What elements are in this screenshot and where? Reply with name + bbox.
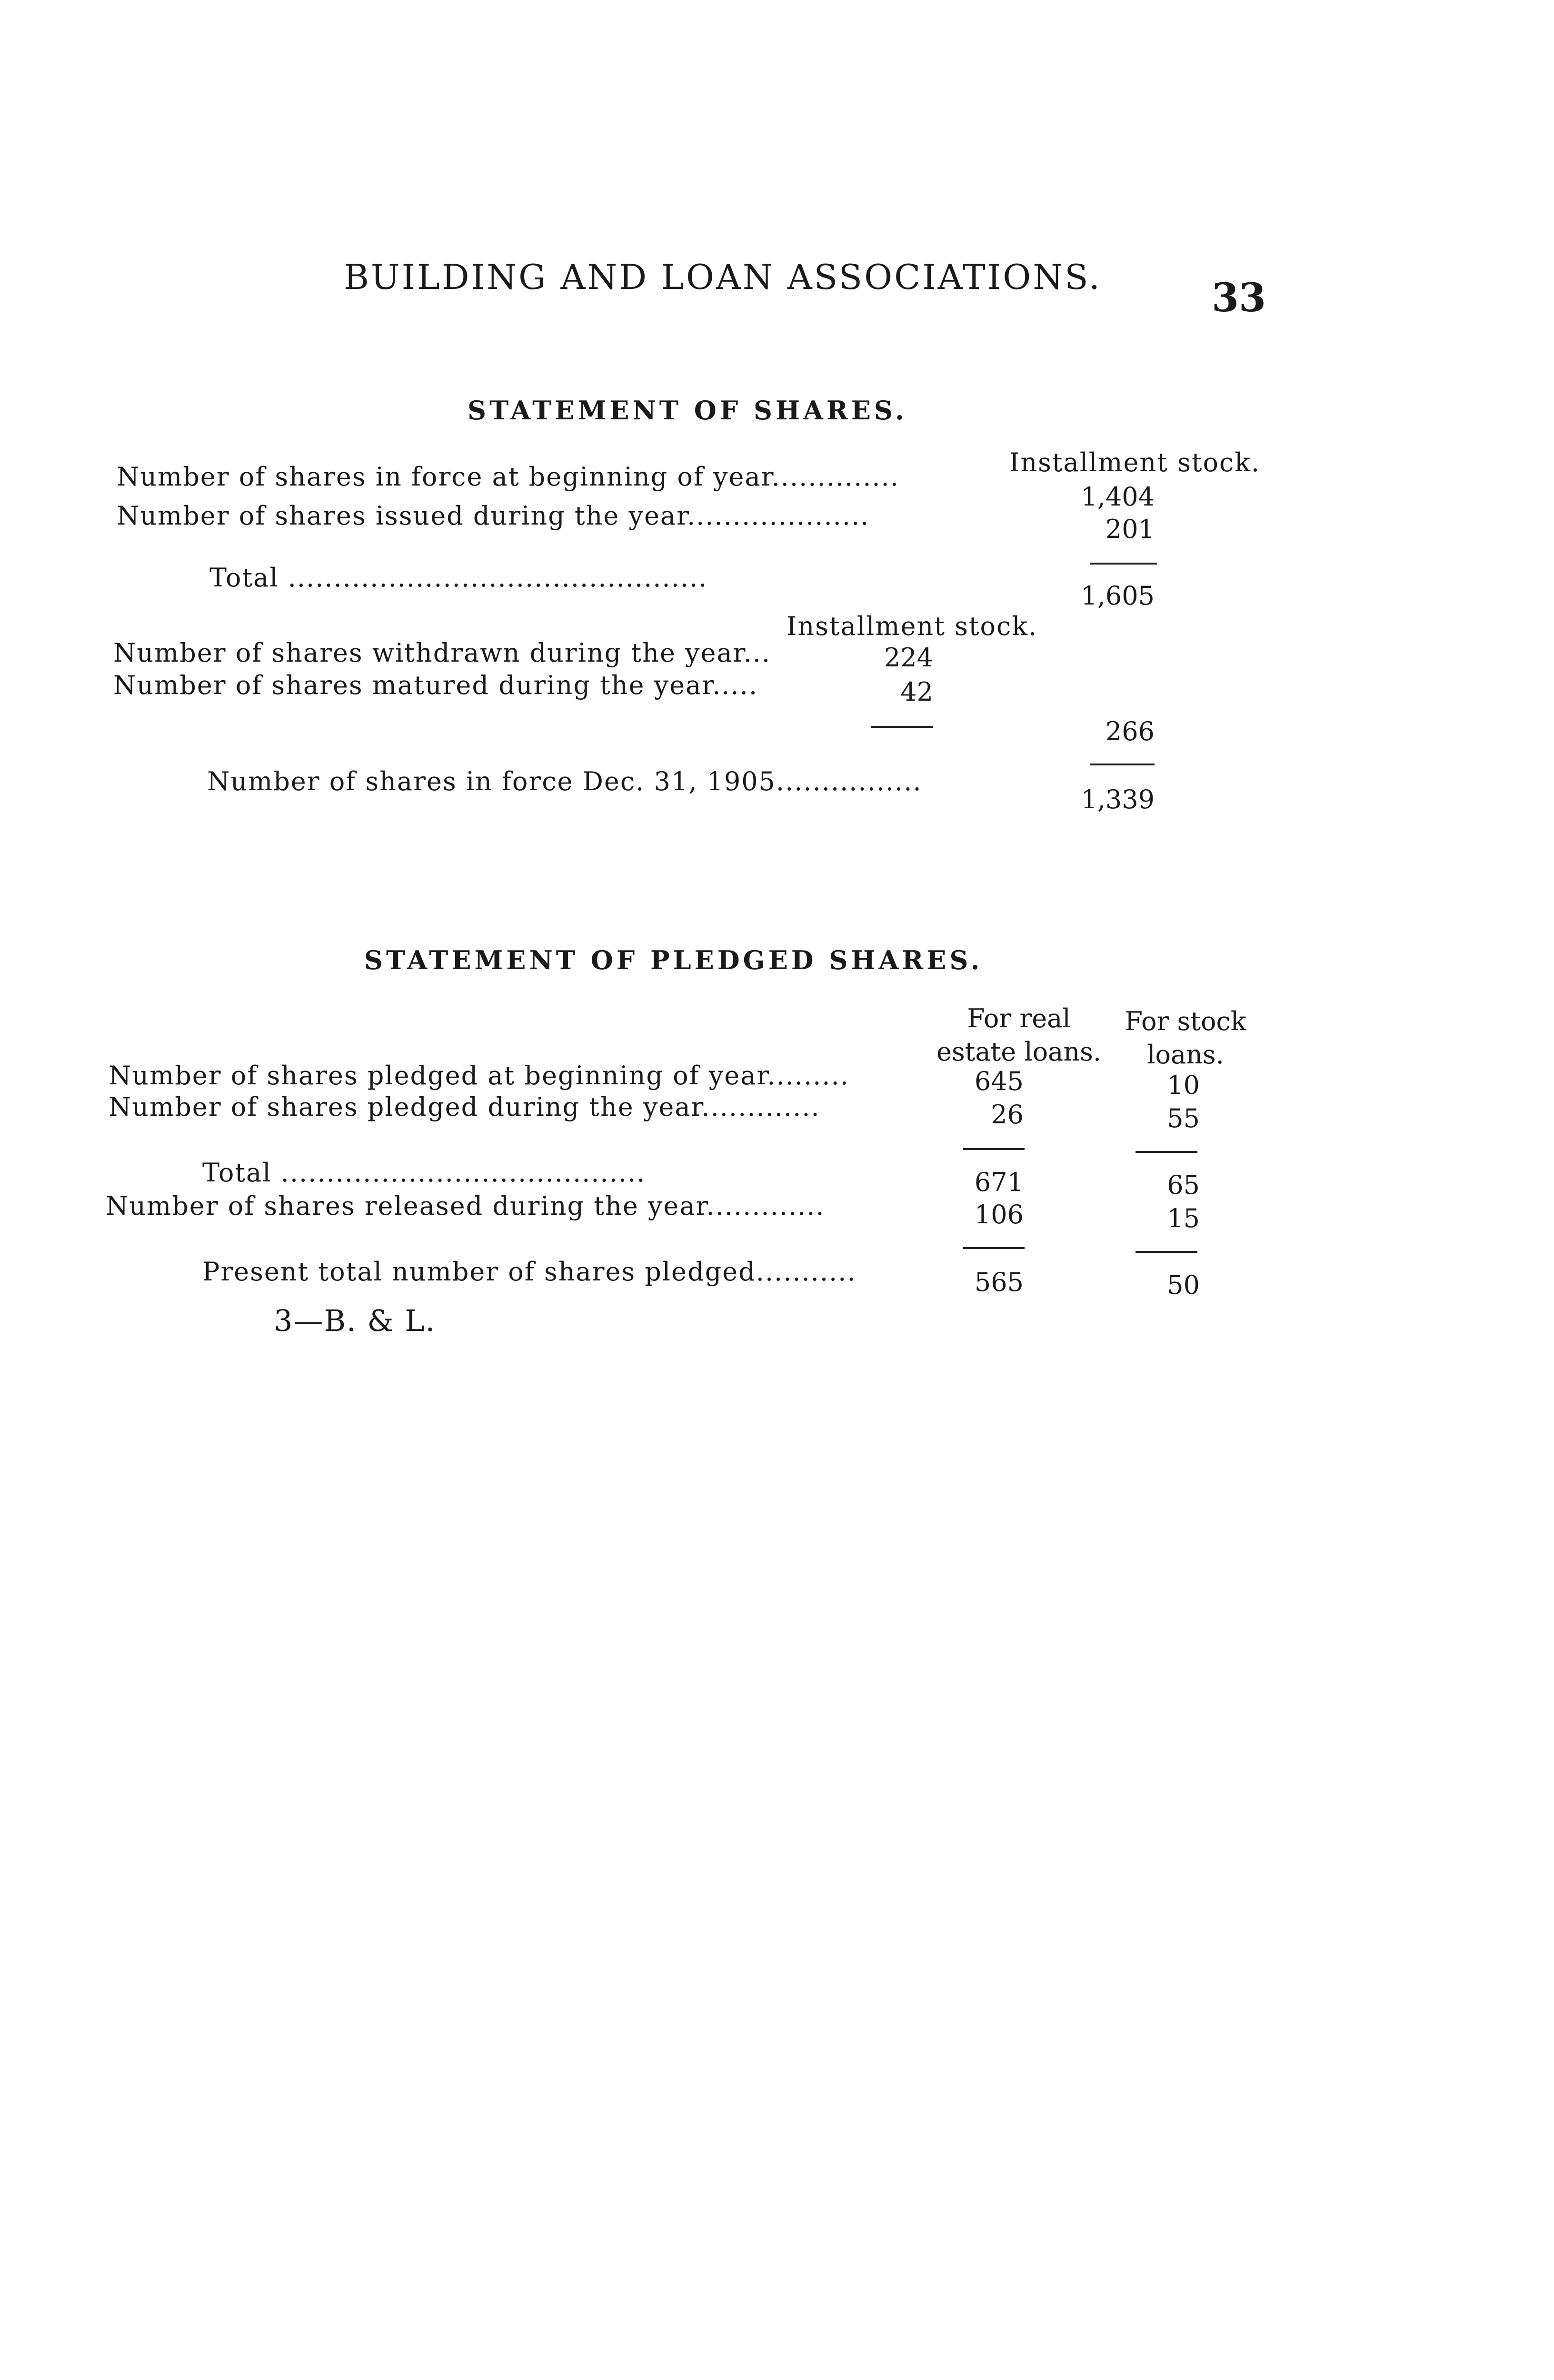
pledged-total-real-estate: 671 [974, 1167, 1024, 1197]
pledged-total-rule-real-estate [963, 1148, 1025, 1150]
shares-row-beginning-value: 1,404 [1081, 482, 1155, 512]
running-title: BUILDING AND LOAN ASSOCIATIONS. [344, 257, 1102, 297]
shares-section-title: STATEMENT OF SHARES. [468, 395, 907, 426]
shares-sub-heading: Installment stock. [787, 611, 1038, 641]
pledged-row-during-real-estate: 26 [991, 1100, 1024, 1130]
pledged-total-label: Total ........................................ [202, 1158, 646, 1188]
pledged-present-stock: 50 [1167, 1270, 1200, 1300]
pledged-col-real-estate-line1: For real [967, 1003, 1071, 1033]
pledged-row-during-label: Number of shares pledged during the year............. [109, 1092, 820, 1122]
shares-column-heading: Installment stock. [1009, 447, 1261, 477]
shares-matured-label: Number of shares matured during the year..... [113, 670, 758, 700]
pledged-col-stock-line1: For stock [1125, 1006, 1246, 1036]
shares-withdrawn-value: 224 [884, 643, 933, 673]
pledged-present-real-estate: 565 [974, 1267, 1024, 1297]
pledged-present-rule-real-estate [963, 1247, 1025, 1249]
pledged-row-beginning-stock: 10 [1167, 1070, 1200, 1100]
pledged-released-label: Number of shares released during the year............. [106, 1191, 825, 1221]
shares-row-issued-value: 201 [1105, 514, 1155, 544]
shares-in-force-label: Number of shares in force Dec. 31, 1905................ [207, 766, 922, 796]
pledged-col-stock-line2: loans. [1147, 1040, 1224, 1070]
pledged-row-beginning-label: Number of shares pledged at beginning of year......... [109, 1061, 849, 1091]
pledged-col-real-estate-line2: estate loans. [936, 1037, 1102, 1067]
shares-in-force-rule [1090, 764, 1155, 765]
pledged-total-rule-stock [1136, 1151, 1197, 1153]
pledged-row-beginning-real-estate: 645 [974, 1066, 1024, 1096]
pledged-section-title: STATEMENT OF PLEDGED SHARES. [364, 945, 983, 975]
pledged-present-rule-stock [1136, 1251, 1197, 1253]
signature-mark: 3—B. & L. [274, 1303, 436, 1338]
pledged-present-label: Present total number of shares pledged........... [202, 1257, 857, 1287]
shares-total-rule [1090, 563, 1157, 565]
shares-total-label: Total .............................................. [209, 563, 708, 593]
pledged-total-stock: 65 [1167, 1170, 1200, 1200]
shares-row-beginning-label: Number of shares in force at beginning of year.............. [117, 462, 899, 492]
shares-matured-value: 42 [900, 677, 933, 707]
shares-deductions-total: 266 [1105, 716, 1155, 746]
shares-row-issued-label: Number of shares issued during the year.................... [117, 501, 870, 531]
pledged-released-real-estate: 106 [974, 1200, 1024, 1230]
page-number: 33 [1212, 275, 1266, 321]
shares-withdrawn-label: Number of shares withdrawn during the year... [113, 638, 771, 668]
pledged-released-stock: 15 [1167, 1203, 1200, 1233]
shares-total-value: 1,605 [1081, 581, 1155, 611]
pledged-row-during-stock: 55 [1167, 1103, 1200, 1133]
shares-in-force-value: 1,339 [1081, 784, 1155, 814]
shares-deductions-rule [871, 726, 933, 728]
